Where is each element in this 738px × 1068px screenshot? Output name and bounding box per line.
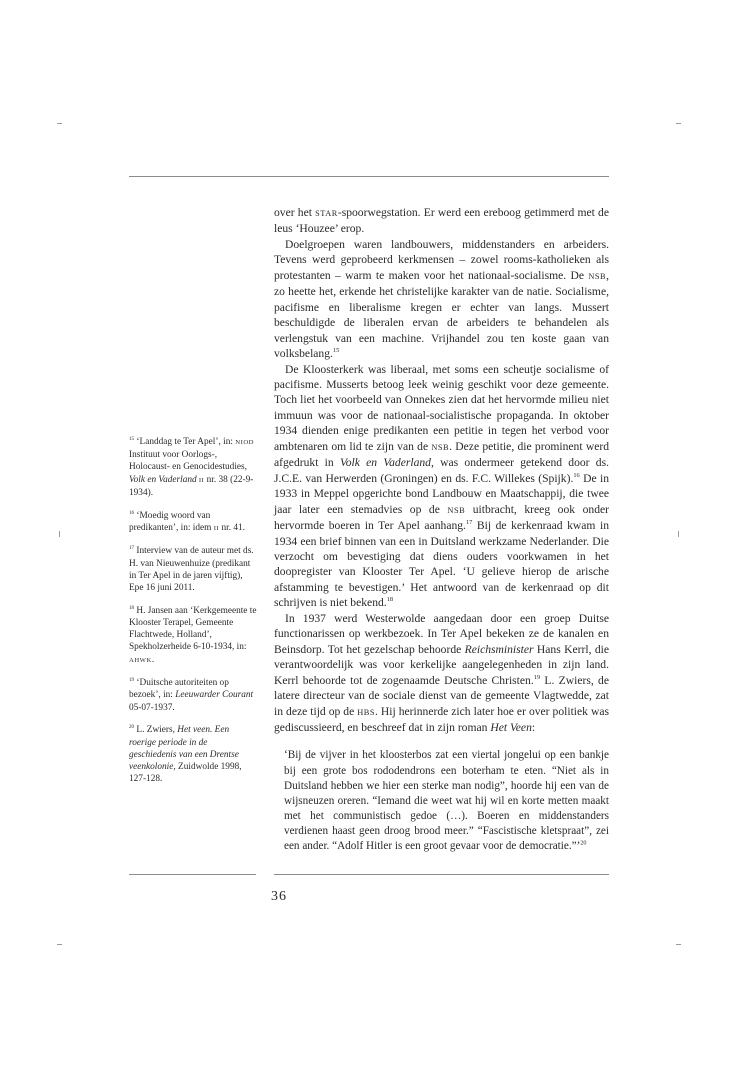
paragraph: In 1937 werd Westerwolde aangedaan door een groep Duitse functionarissen op werkbezoek. In Ter Apel bekeken ze de kanalen en Beinsdorp. Tot het gezelschap behoorde Reichsminister Hans Kerrl, die verantwoordelijk was voor kerkelijke aangelegenheden in zijn land. Kerrl behoorde tot de zogenaamde Deutsche Christen.$^{19}$ L. Zwiers, de latere directeur van de sociale dienst van de gemeente Vlagtwedde, zat in deze tijd op de HBS. Hij herinnerde zich later hoe er over politiek was gediscussieerd, en beschreef dat in zijn roman Het Veen: xyxy=(274,611,609,734)
footnote-17: $^{17}$ Interview van de auteur met ds. H. van Nieuwenhuize (predikant in Ter Apel in de jaren vijftig), Epe 16 juni 2011. xyxy=(129,545,254,594)
footnotes-column xyxy=(129,436,257,796)
crop-mark-middle-left xyxy=(59,531,60,537)
page-number: 36 xyxy=(271,889,287,904)
footnote-ref: 19 xyxy=(533,673,541,681)
crop-mark-top-right xyxy=(676,123,681,124)
block-quote: ‘Bij de vijver in het kloosterbos zat een viertal jongelui op een bankje bij een grote bos rododendrons een boterham te eten. “Niet als in Duitsland hebben we hier een sterke man nodig”, hoorde hij een van de wijsneuzen oreren. “Iemand die weet wat hij wil en korte metten maakt met het communistisch gedoe (…). Boeren en middenstanders verdienen haast geen droog brood meer.” “Fascistische kletspraat”, zei een ander. “Adolf Hitler is een groot gevaar voor de democratie.”’$^{20}$ xyxy=(284,749,609,852)
footnote-16: $^{16}$ ‘Moedig woord van predikanten’, in: idem II nr. 41. xyxy=(129,509,245,533)
paragraph: Doelgroepen waren landbouwers, middenstanders en arbeiders. Tevens werd geprobeerd kerkmensen – zowel rooms-katholieken als protestanten – warm te maken voor het nationaal-socialisme. De NSB, zo heette het, erkende het christelijke karakter van de natie. Socialisme, pacifisme en liberalisme kregen er echter van langs. Mussert beschuldigde de liberalen ervan de arbeiders te behandelen als verlengstuk van een machine. Vrijhandel zou ten koste gaan van volksbelang.$^{15}$ xyxy=(274,237,609,361)
crop-mark-middle-right xyxy=(678,531,679,537)
footnote-18: $^{18}$ H. Jansen aan ‘Kerkgemeente te Klooster Terapel, Gemeente Flachtwede, Holland’, Spekholzerheide 6-10-1934, in: AHWK. xyxy=(129,604,257,665)
footnote-ref: 18 xyxy=(386,596,394,604)
paragraph: De Kloosterkerk was liberaal, met soms een scheutje socialisme of pacifisme. Musserts betoog leek weinig geschikt voor deze gemeente. Toch liet het voorbeeld van Onnekes zien dat het hervormde milieu niet immuun was voor de nationaal-socialistische propaganda. In oktober 1934 dienden enige predikanten een petitie in tegen het verbod voor ambtenaren om lid te zijn van de NSB. Deze petitie, die prominent werd afgedrukt in Volk en Vaderland, was ondermeer getekend door ds. J.C.E. van Herwerden (Groningen) en ds. F.C. Willekes (Spijk).$^{16}$ De in 1933 in Meppel opgerichte bond Landbouw en Maatschappij, die twee jaar later een stemadvies op de NSB uitbracht, kreeg ook onder hervormde boeren in Ter Apel aanhang.$^{17}$ Bij de kerkenraad kwam in 1934 een brief binnen van een in Duitsland werkzame Nederlander. Die verzocht om bevestiging dat diens ouders voorkwamen in het doopregister van Klooster Ter Apel. ‘U gelieve hierop de arische afstamming te bevestigen.’ Het antwoord van de kerkenraad op dit schrijven is niet bekend.$^{18}$ xyxy=(274,362,610,610)
top-rule xyxy=(129,176,609,177)
footnote-15: $^{15}$ ‘Landdag te Ter Apel’, in: NIOD Instituut voor Oorlogs-, Holocaust- en Genocidestudies, Volk en Vaderland II nr. 38 (22-9-1934). xyxy=(129,435,254,498)
main-text-column xyxy=(274,205,609,854)
footnote-ref: 16 xyxy=(573,471,580,479)
footnote-19: $^{19}$ ‘Duitsche autoriteiten op bezoek’, in: Leeuwarder Courant 05-07-1937. xyxy=(129,677,254,713)
footnote-ref: 15 xyxy=(332,347,340,355)
footnote-20: $^{20}$ L. Zwiers, Het veen. Een roerige periode in de geschiedenis van een Drentse veenkolonie, Zuidwolde 1998, 127-128. xyxy=(129,724,242,785)
crop-mark-bottom-left xyxy=(57,944,62,945)
paragraph: over het STAR-spoorwegstation. Er werd een ereboog getimmerd met de leus ‘Houzee’ erop. xyxy=(274,206,609,236)
footnote-ref: 17 xyxy=(465,519,473,527)
crop-mark-top-left xyxy=(57,123,62,124)
crop-mark-bottom-right xyxy=(676,944,681,945)
footnote-column-bottom-rule xyxy=(129,874,256,875)
main-column-bottom-rule xyxy=(274,874,609,875)
footnote-ref: 20 xyxy=(580,840,587,847)
